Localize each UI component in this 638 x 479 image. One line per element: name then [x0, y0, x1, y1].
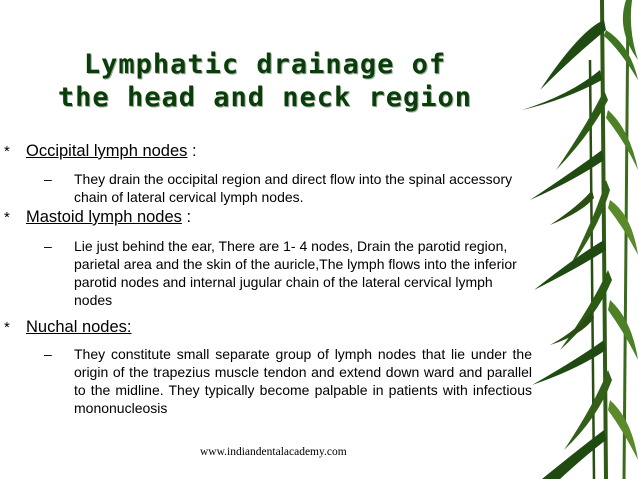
bullet-nuchal	[4, 318, 132, 337]
term-nuchal: Nuchal nodes:	[26, 318, 132, 336]
bullet-mastoid	[4, 208, 192, 227]
footer-url: www.indiandentalacademy.com	[200, 446, 347, 458]
detail-text: They constitute small separate group of lymph nodes that lie under the origin of the trapezius muscle tendon and extend down ward and parallel to the midline. They typically become palpable in patients with infectious mononucleosis	[74, 346, 532, 416]
bamboo-leaves	[522, 0, 638, 479]
bullet-icon: *	[4, 143, 10, 160]
detail-mastoid	[44, 237, 532, 309]
term-suffix: :	[187, 142, 197, 160]
bamboo-decoration	[520, 0, 638, 479]
dash-icon: –	[44, 171, 52, 187]
detail-occipital	[44, 170, 532, 206]
detail-nuchal	[44, 345, 532, 417]
bullet-icon: *	[4, 319, 10, 336]
term-occipital: Occipital lymph nodes	[26, 142, 188, 160]
term-mastoid: Mastoid lymph nodes	[26, 208, 182, 226]
detail-text: Lie just behind the ear, There are 1- 4 nodes, Drain the parotid region, parietal area and the skin of the auricle,The lymph flows into the inferior parotid nodes and internal jugular chain of the lateral cervical lymph nodes	[74, 238, 517, 308]
title-line-2: the head and neck region	[57, 82, 473, 113]
dash-icon: –	[44, 238, 52, 254]
slide-title	[0, 48, 530, 114]
dash-icon: –	[44, 346, 52, 362]
title-line-1: Lymphatic drainage of	[83, 49, 447, 80]
bullet-occipital	[4, 142, 197, 161]
bullet-icon: *	[4, 209, 10, 226]
detail-text: They drain the occipital region and direct flow into the spinal accessory chain of lateral cervical lymph nodes.	[74, 171, 513, 205]
term-suffix: :	[181, 208, 192, 226]
